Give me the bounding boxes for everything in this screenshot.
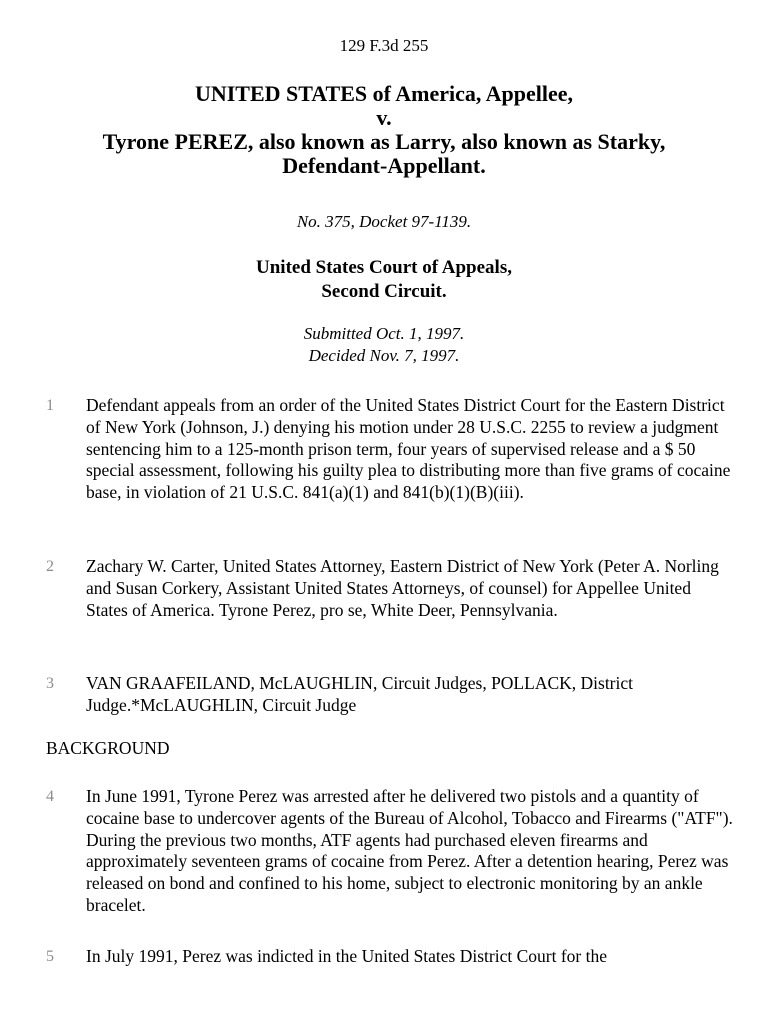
decided-date: Decided Nov. 7, 1997. (308, 346, 460, 365)
caption-appellee: UNITED STATES of America, Appellee, (194, 81, 574, 106)
paragraph-number: 3 (46, 675, 54, 692)
submitted-date: Submitted Oct. 1, 1997. (303, 324, 465, 343)
caption-defendant-role: Defendant-Appellant. (282, 153, 486, 178)
paragraph-text: Defendant appeals from an order of the United States District Court for the Eastern District of New York (Johnson, J.) denying his motion under 28 U.S.C. 2255 to review a judgment sentencing him to a 125-month prison term, four years of supervised release and a $ 50 special assessment, following his guilty plea to distributing more than five grams of cocaine base, in violation of 21 U.S.C. 841(a)(1) and 841(b)(1)(B)(iii). (86, 395, 731, 503)
paragraph-text: In July 1991, Perez was indicted in the United States District Court for the (86, 946, 608, 966)
section-heading-background: BACKGROUND (46, 738, 170, 758)
caption-versus: v. (376, 105, 392, 130)
court-name-line2: Second Circuit. (321, 281, 447, 302)
citation: 129 F.3d 255 (339, 36, 429, 55)
paragraph-text: VAN GRAAFEILAND, McLAUGHLIN, Circuit Judges, POLLACK, District Judge.*McLAUGHLIN, Circuit Judge (86, 673, 634, 715)
paragraph-number: 4 (46, 788, 54, 805)
paragraph-number: 5 (46, 948, 54, 965)
case-dates (0, 323, 768, 367)
docket-number: No. 375, Docket 97-1139. (296, 212, 472, 231)
paragraph-text: In June 1991, Tyrone Perez was arrested after he delivered two pistols and a quantity of cocaine base to undercover agents of the Bureau of Alcohol, Tobacco and Firearms ("ATF"). During the previous two months, ATF agents had purchased eleven firearms and approximately seventeen grams of cocaine from Perez. After a detention hearing, Perez was released on bond and confined to his home, subject to electronic monitoring by an ankle bracelet. (86, 786, 733, 915)
paragraph-number: 1 (46, 397, 54, 414)
court-name (0, 256, 768, 304)
caption-defendant: Tyrone PEREZ, also known as Larry, also known as Starky, (102, 129, 666, 154)
case-caption (0, 82, 768, 178)
paragraph-number: 2 (46, 558, 54, 575)
paragraph-text: Zachary W. Carter, United States Attorney, Eastern District of New York (Peter A. Norling and Susan Corkery, Assistant United States Attorneys, of counsel) for Appellee United States of America. Tyrone Perez, pro se, White Deer, Pennsylvania. (86, 556, 719, 620)
court-name-line1: United States Court of Appeals, (256, 257, 512, 278)
